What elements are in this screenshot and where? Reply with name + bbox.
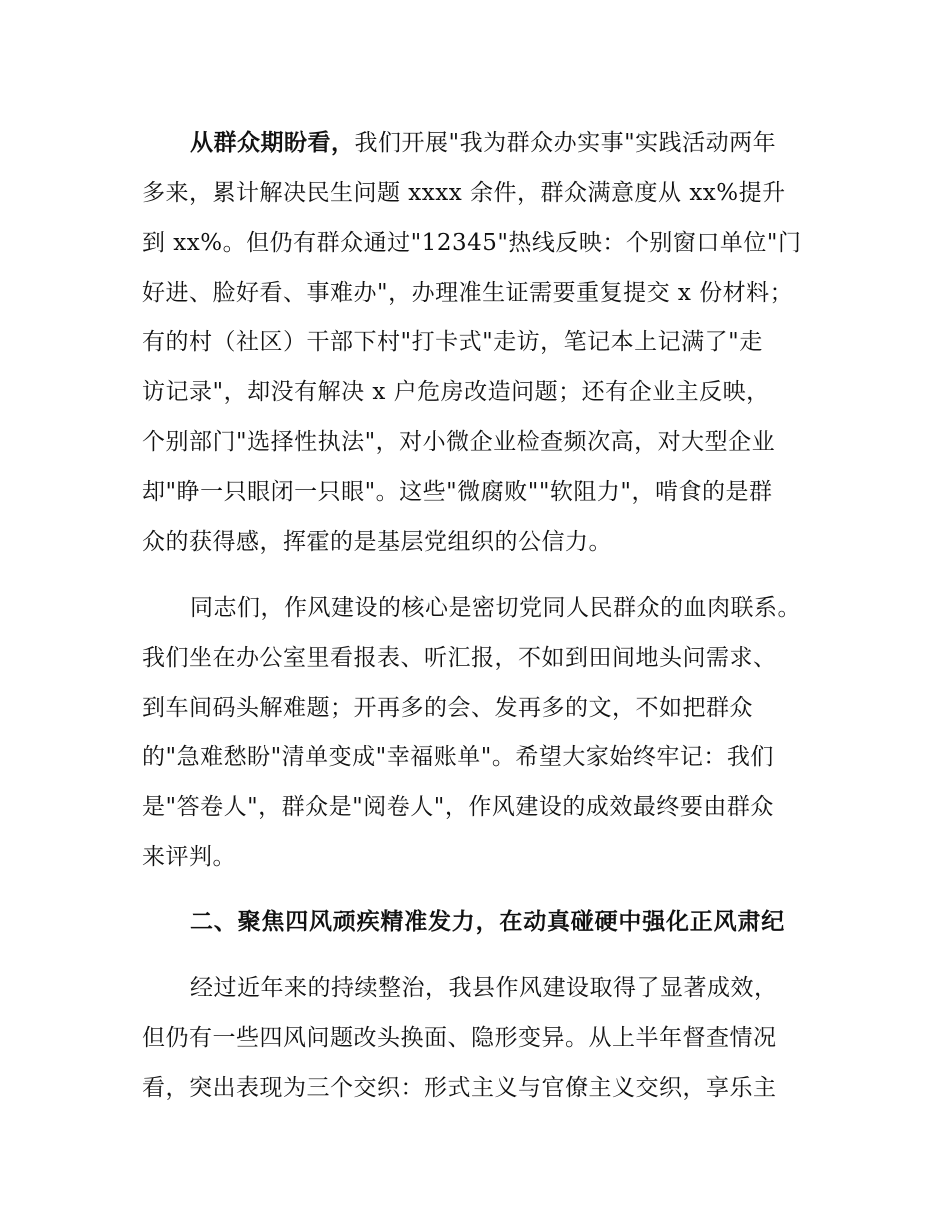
paragraph-line: 访记录"，却没有解决 x 户危房改造问题；还有企业主反映， (142, 379, 770, 405)
paragraph-line: 的"急难愁盼"清单变成"幸福账单"。希望大家始终牢记：我们 (142, 744, 774, 770)
paragraph-line: 我们坐在办公室里看报表、听汇报，不如到田间地头问需求、 (142, 645, 777, 671)
paragraph-lead-bold: 从群众期盼看， (190, 130, 355, 156)
paragraph-line: 多来，累计解决民生问题 xxxx 余件，群众满意度从 xx%提升 (142, 180, 786, 206)
paragraph-line: 却"睁一只眼闭一只眼"。这些"微腐败""软阻力"，啃食的是群 (142, 479, 773, 505)
paragraph-line: 到 xx%。但仍有群众通过"12345"热线反映：个别窗口单位"门 (142, 230, 802, 256)
paragraph-line: 众的获得感，挥霍的是基层党组织的公信力。 (142, 529, 612, 555)
paragraph-line: 是"答卷人"，群众是"阅卷人"，作风建设的成效最终要由群众 (142, 794, 774, 820)
paragraph-line: 同志们，作风建设的核心是密切党同人民群众的血肉联系。 (190, 595, 801, 621)
paragraph-line: 个别部门"选择性执法"，对小微企业检查频次高，对大型企业 (142, 429, 776, 455)
paragraph-text: 我们开展"我为群众办实事"实践活动两年 (354, 130, 777, 156)
paragraph-line: 有的村（社区）干部下村"打卡式"走访，笔记本上记满了"走 (142, 329, 763, 355)
paragraph-line (190, 128, 776, 158)
paragraph-line: 经过近年来的持续整治，我县作风建设取得了显著成效， (190, 975, 778, 1001)
paragraph-line: 好进、脸好看、事难办"，办理准生证需要重复提交 x 份材料； (142, 280, 794, 306)
section-heading: 二、聚焦四风顽疾精准发力，在动真碰硬中强化正风肃纪 (190, 909, 785, 935)
paragraph-line: 看，突出表现为三个交织：形式主义与官僚主义交织，享乐主 (142, 1075, 777, 1101)
paragraph-line: 到车间码头解难题；开再多的会、发再多的文，不如把群众 (142, 695, 753, 721)
paragraph-line: 来评判。 (142, 844, 236, 870)
paragraph-line: 但仍有一些四风问题改头换面、隐形变异。从上半年督查情况 (142, 1025, 777, 1051)
